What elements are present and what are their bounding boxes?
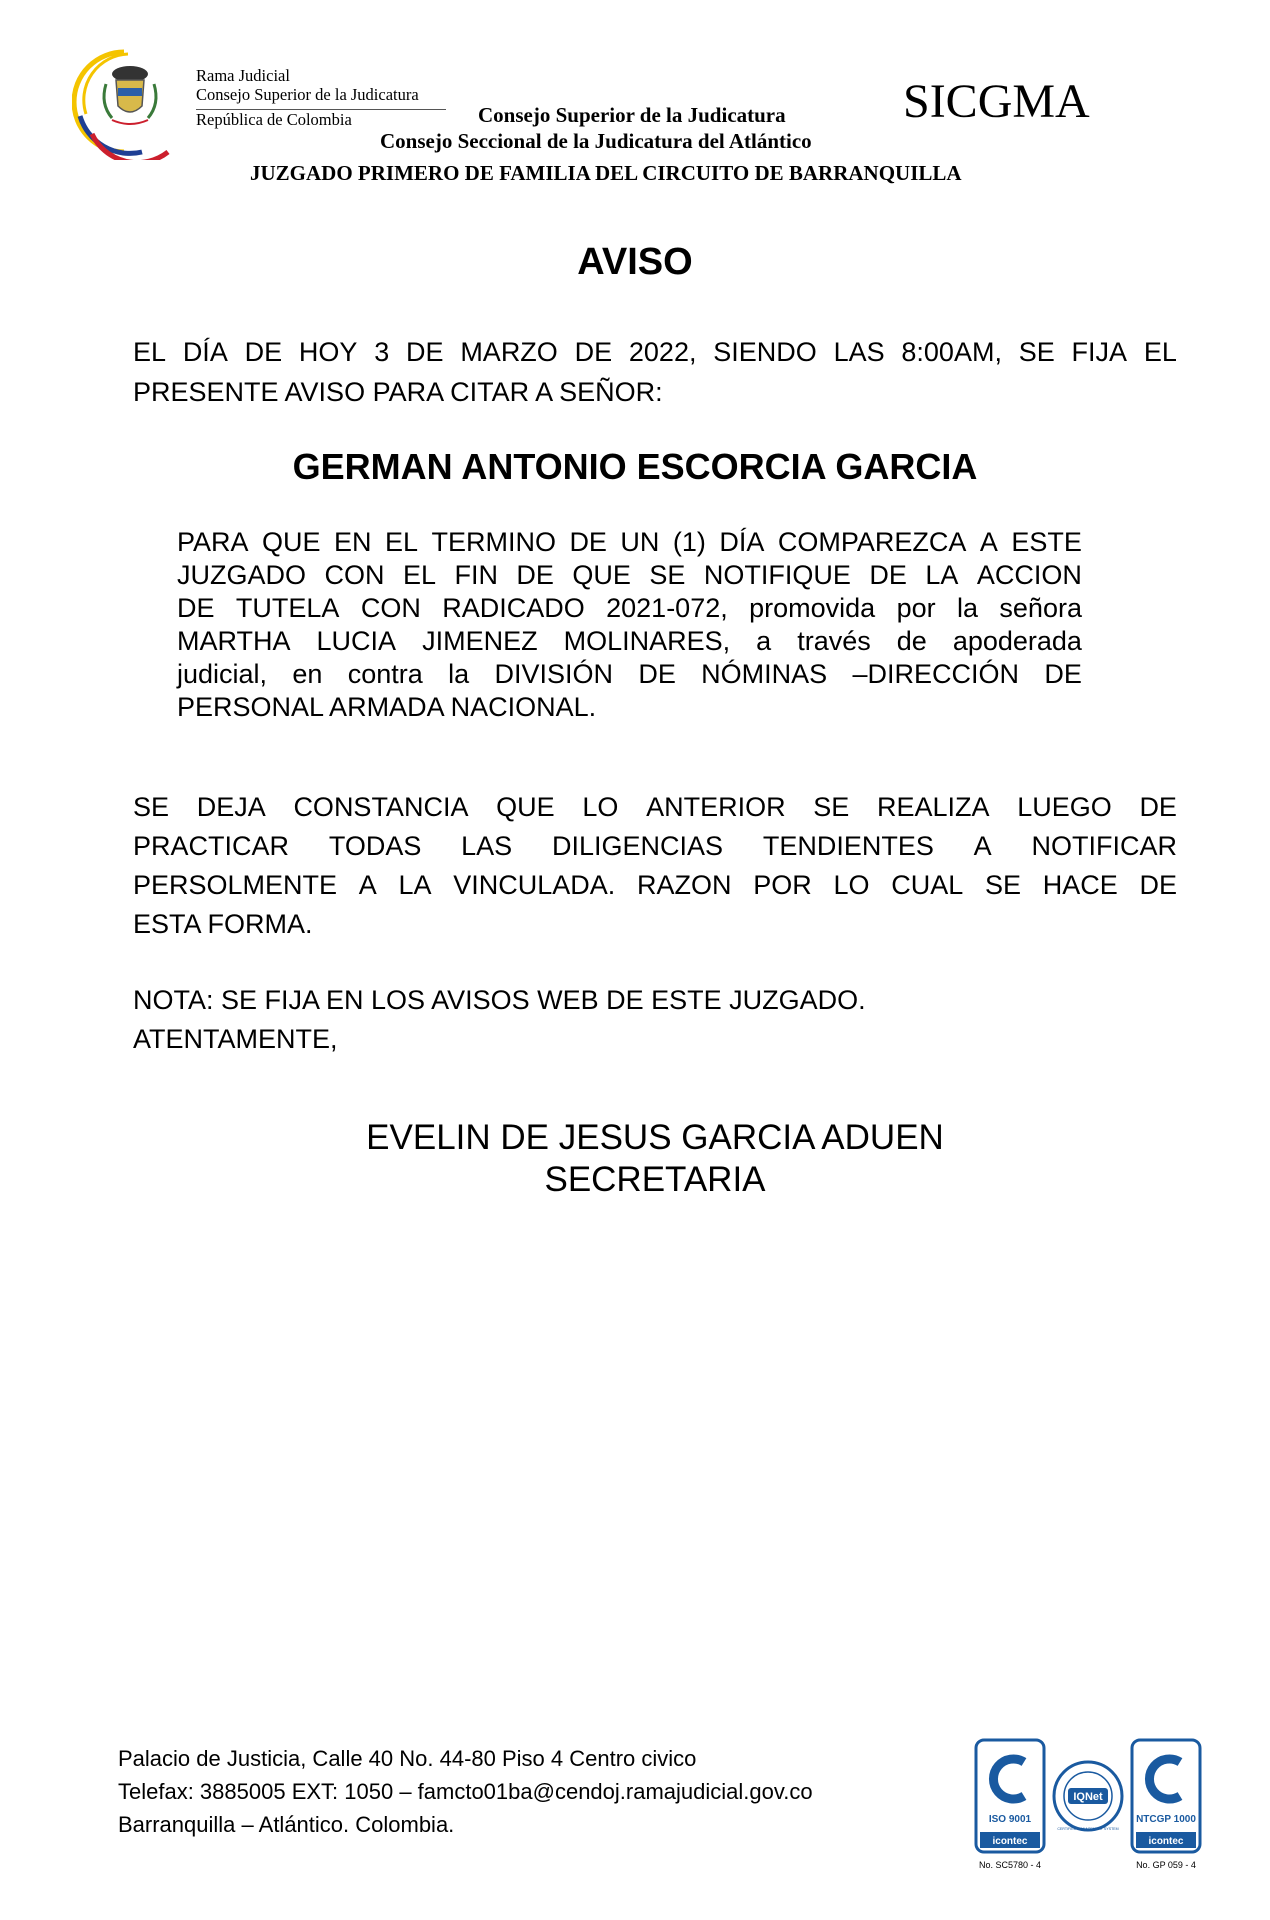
word: MARZO <box>460 337 558 367</box>
word: SE <box>813 792 850 822</box>
body-line <box>177 593 1082 624</box>
word: TUTELA <box>235 593 340 623</box>
body-line: PERSONAL ARMADA NACIONAL. <box>177 692 597 722</box>
signer-role: SECRETARIA <box>544 1160 766 1199</box>
word: CON <box>324 560 385 590</box>
word: REALIZA <box>876 792 990 822</box>
iso-9001-certification-badge <box>976 1740 1044 1870</box>
word: FIJA <box>1071 337 1128 367</box>
body-line <box>177 527 1082 558</box>
word: JIMENEZ <box>422 626 538 656</box>
document-title: AVISO <box>577 241 693 283</box>
word: DÍA <box>719 527 765 557</box>
certification-logos <box>972 1738 1204 1876</box>
word: EL <box>1143 337 1177 367</box>
word: contra <box>347 659 423 689</box>
word: a <box>756 626 772 656</box>
word: RADICADO <box>442 593 585 623</box>
cert-number: No. GP 059 - 4 <box>1136 1860 1196 1870</box>
consejo-seccional-heading: Consejo Seccional de la Judicatura del Atlántico <box>380 129 812 153</box>
cert-label: ISO 9001 <box>988 1814 1032 1825</box>
word: DE <box>569 527 607 557</box>
word: COMPAREZCA <box>777 527 967 557</box>
word: NÓMINAS <box>701 659 828 689</box>
word: CUAL <box>891 870 964 900</box>
word: DE <box>406 337 444 367</box>
word: EN <box>333 527 372 557</box>
word: por <box>896 593 936 623</box>
word: señora <box>999 593 1082 623</box>
word: SE <box>649 560 686 590</box>
word: judicial, <box>177 659 268 689</box>
word: DE <box>574 337 613 367</box>
word: través <box>797 626 871 656</box>
constancia-line <box>133 870 1177 901</box>
word: DE <box>1139 870 1177 900</box>
word: EL <box>402 560 436 590</box>
body-line <box>177 659 1082 690</box>
rama-line: Rama Judicial <box>196 66 290 85</box>
word: –DIRECCIÓN <box>852 659 1020 689</box>
rama-line: Consejo Superior de la Judicatura <box>196 85 419 104</box>
word: 8:00AM, <box>901 337 1002 367</box>
word: LUCIA <box>316 626 397 656</box>
word: DE <box>1139 792 1177 822</box>
word: VINCULADA. <box>453 870 616 900</box>
word: PARA <box>177 527 249 557</box>
rama-judicial-text <box>196 66 419 129</box>
word: QUE <box>262 527 321 557</box>
word: apoderada <box>952 626 1082 656</box>
iqnet-certification-badge <box>1054 1762 1122 1831</box>
cert-label: IQNet <box>1073 1791 1103 1803</box>
body-line <box>177 560 1082 591</box>
word: DÍA <box>182 337 228 367</box>
word: EL <box>384 527 418 557</box>
closing-text: ATENTAMENTE, <box>133 1024 338 1054</box>
word: DEJA <box>196 792 266 822</box>
word: NOTIFICAR <box>1031 831 1177 861</box>
footer-city: Barranquilla – Atlántico. Colombia. <box>118 1812 455 1837</box>
word: A <box>979 527 998 557</box>
sicgma-label: SICGMA <box>903 75 1090 128</box>
word: LA <box>398 870 432 900</box>
word: SE <box>1018 337 1055 367</box>
word: ACCION <box>976 560 1082 590</box>
word: POR <box>753 870 812 900</box>
cert-number: No. SC5780 - 4 <box>978 1860 1042 1870</box>
word: LAS <box>461 831 513 861</box>
cert-brand: icontec <box>1148 1836 1184 1847</box>
word: SIENDO <box>713 337 817 367</box>
word: UN <box>620 527 660 557</box>
word: A <box>973 831 992 861</box>
constancia-line <box>133 831 1177 862</box>
word: LAS <box>833 337 885 367</box>
word: DILIGENCIAS <box>551 831 724 861</box>
word: promovida <box>749 593 876 623</box>
header-divider <box>196 109 446 110</box>
word: LO <box>833 870 870 900</box>
word: ANTERIOR <box>646 792 786 822</box>
word: NOTIFIQUE <box>703 560 851 590</box>
ntcgp-1000-certification-badge <box>1132 1740 1200 1870</box>
intro-line: PRESENTE AVISO PARA CITAR A SEÑOR: <box>133 377 663 407</box>
signer-name: EVELIN DE JESUS GARCIA ADUEN <box>366 1118 944 1157</box>
word: PERSOLMENTE <box>133 870 338 900</box>
word: TERMINO <box>431 527 556 557</box>
word: LA <box>925 560 959 590</box>
word: HOY <box>298 337 358 367</box>
intro-line <box>133 337 1177 368</box>
word: 2021-072, <box>606 593 728 623</box>
word: RAZON <box>637 870 732 900</box>
word: DE <box>244 337 283 367</box>
cert-brand: CERTIFIED MANAGEMENT SYSTEM <box>1057 1827 1119 1831</box>
word: 2022, <box>628 337 697 367</box>
word: TENDIENTES <box>762 831 934 861</box>
word: DE <box>869 560 907 590</box>
footer-address: Palacio de Justicia, Calle 40 No. 44-80 Piso 4 Centro civico <box>118 1746 697 1771</box>
constancia-line <box>133 792 1177 823</box>
word: la <box>957 593 979 623</box>
nota-text: NOTA: SE FIJA EN LOS AVISOS WEB DE ESTE JUZGADO. <box>133 985 866 1015</box>
word: DE <box>1044 659 1082 689</box>
word: SE <box>133 792 170 822</box>
cited-person-name: GERMAN ANTONIO ESCORCIA GARCIA <box>292 446 978 487</box>
word: DE <box>516 560 554 590</box>
word: CONSTANCIA <box>293 792 469 822</box>
word: la <box>448 659 470 689</box>
word: ESTE <box>1011 527 1082 557</box>
cert-label: NTCGP 1000 <box>1136 1814 1196 1825</box>
word: (1) <box>672 527 706 557</box>
consejo-superior-heading: Consejo Superior de la Judicatura <box>478 103 786 127</box>
word: SE <box>984 870 1021 900</box>
word: LUEGO <box>1017 792 1112 822</box>
word: MARTHA <box>177 626 291 656</box>
rama-line: República de Colombia <box>196 110 352 129</box>
word: de <box>896 626 927 656</box>
rama-judicial-logo <box>72 44 192 160</box>
word: FIN <box>454 560 498 590</box>
word: HACE <box>1042 870 1118 900</box>
footer-contact: Telefax: 3885005 EXT: 1050 – famcto01ba@cendoj.ramajudicial.gov.co <box>118 1779 813 1804</box>
juzgado-heading: JUZGADO PRIMERO DE FAMILIA DEL CIRCUITO DE BARRANQUILLA <box>250 161 962 185</box>
word: QUE <box>496 792 555 822</box>
constancia-line: ESTA FORMA. <box>133 909 313 939</box>
word: EL <box>133 337 167 367</box>
word: DE <box>177 593 215 623</box>
body-line <box>177 626 1082 657</box>
word: A <box>358 870 377 900</box>
word: MOLINARES, <box>563 626 731 656</box>
cert-brand: icontec <box>992 1836 1028 1847</box>
word: DIVISIÓN <box>494 659 613 689</box>
word: LO <box>582 792 619 822</box>
word: DE <box>638 659 676 689</box>
word: en <box>292 659 323 689</box>
word: JUZGADO <box>177 560 307 590</box>
word: QUE <box>572 560 631 590</box>
word: PRACTICAR <box>133 831 290 861</box>
word: TODAS <box>328 831 422 861</box>
word: CON <box>360 593 421 623</box>
word: 3 <box>374 337 390 367</box>
